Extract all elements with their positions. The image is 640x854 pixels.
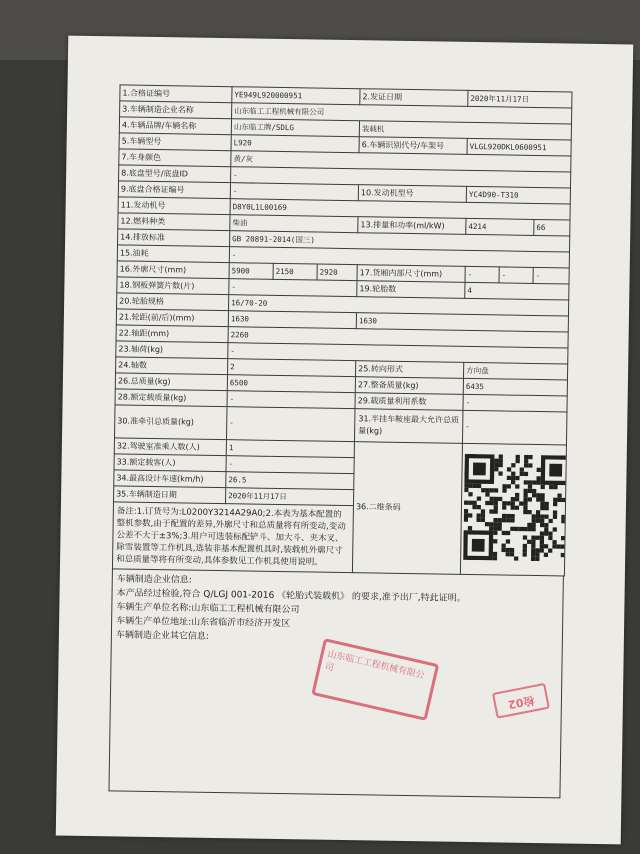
value: 黄/灰	[231, 151, 571, 172]
label: 8.底盘型号/底盘ID	[119, 165, 231, 183]
label: 12.燃料种类	[118, 213, 230, 231]
value: YC4D90-T310	[466, 186, 570, 204]
qr-code	[463, 453, 566, 561]
label: 11.发动机号	[118, 197, 230, 215]
label: 29.载质量利用系数	[355, 393, 463, 411]
label: 32.驾驶室准乘人数(人)	[114, 438, 226, 456]
value: -	[231, 167, 571, 188]
value: 1	[226, 440, 354, 458]
inspection-stamp: 检02	[492, 683, 550, 719]
value: -	[226, 456, 354, 474]
value: -	[463, 394, 567, 412]
value: 16/70-20	[229, 295, 569, 316]
label: 14.排放标准	[118, 229, 230, 247]
label: 31.半挂车鞍座最大允许总质量(kg)	[355, 409, 464, 444]
value: 26.5	[226, 472, 354, 490]
other-info: 车辆制造企业其它信息:	[115, 630, 210, 642]
label: 4.车辆品牌/车辆名称	[119, 117, 231, 135]
label: 17.货厢内部尺寸(mm)	[357, 265, 465, 283]
value: 柴油	[230, 215, 358, 233]
value: 2020年11月17日	[225, 488, 353, 506]
value: 2150	[273, 263, 317, 280]
value: YE949L920000951	[232, 87, 360, 105]
value: 6435	[463, 378, 567, 396]
value: 2	[228, 359, 356, 377]
value: 山东临工工程机械有限公司	[232, 103, 572, 124]
value: -	[462, 410, 567, 445]
value: 4214	[466, 218, 534, 235]
label: 1.合格证编号	[120, 85, 232, 103]
label: 10.发动机型号	[358, 185, 466, 203]
value: -	[226, 407, 355, 442]
label: 21.轮距(前/后)(mm)	[116, 309, 228, 327]
value: GB 20891-2014(国三)	[230, 231, 570, 252]
label: 35.车辆制造日期	[113, 486, 225, 504]
value: 66	[534, 219, 570, 236]
value: -	[499, 267, 533, 284]
label: 22.轴距(mm)	[116, 325, 228, 343]
label: 24.轴数	[116, 357, 228, 375]
value: 2260	[228, 327, 568, 348]
value: -	[533, 267, 569, 284]
value: VLGL920DKL0600951	[467, 138, 571, 156]
qr-code-cell	[460, 443, 566, 576]
label: 9.底盘合格证编号	[118, 181, 230, 199]
label: 3.车辆制造企业名称	[120, 101, 232, 119]
label: 2.发证日期	[360, 89, 468, 107]
label: 13.排量和功率(ml/kW)	[358, 217, 466, 235]
value: 装载机	[359, 121, 571, 140]
value: 1630	[228, 311, 356, 329]
value: 2920	[317, 264, 357, 281]
value: 2020年11月17日	[468, 90, 572, 108]
label: 20.轮胎规格	[117, 293, 229, 311]
value: 山东临工牌/SDLG	[231, 119, 359, 137]
value: 方向盘	[464, 362, 568, 380]
manufacturer-info-title: 车辆制造企业信息:	[116, 574, 192, 586]
company-seal: 山东临工工程机械有限公司	[311, 638, 439, 721]
value: -	[229, 247, 569, 268]
label: 28.额定载质量(kg)	[115, 389, 227, 407]
value: D8Y0L1L00169	[230, 199, 570, 220]
label: 16.外廓尺寸(mm)	[117, 261, 229, 279]
value: 4	[465, 282, 569, 300]
manufacturer-name: 车辆生产单位名称:山东临工工程机械有限公司	[116, 602, 300, 616]
label: 15.油耗	[117, 245, 229, 263]
certificate-paper	[56, 36, 633, 845]
label: 6.车辆识别代号/车架号	[359, 137, 467, 155]
inspection-statement: 本产品经过检验,符合 Q/LGJ 001-2016 《轮胎式装载机》 的要求,准予出厂,特此证明。	[116, 588, 466, 604]
remark: 备注:1.订货号为:L0200Y3214A29A0;2.本表为基本配置的整机参数,由于配置的差异,外廓尺寸和总质量将有所变动,变动公差不大于±3%;3.用户可选装标配铲斗、加大斗、夹木叉、除雪装置等工作机具,选装非基本配置机具时,装载机外廓尺寸和总质量等将有所变动,具体参数见工作机具使用说明。	[112, 502, 353, 573]
manufacturer-address: 车辆生产单位地址:山东省临沂市经济开发区	[116, 616, 291, 630]
label: 36.二维条码	[352, 442, 462, 575]
value: -	[465, 266, 499, 283]
label: 30.准牵引总质量(kg)	[115, 405, 228, 440]
value: 6500	[227, 375, 355, 393]
label: 33.额定载客(人)	[114, 454, 226, 472]
label: 5.车辆型号	[119, 133, 231, 151]
value: L920	[231, 135, 359, 153]
value: -	[230, 183, 358, 201]
label: 7.车身颜色	[119, 149, 231, 167]
label: 23.轴荷(kg)	[116, 341, 228, 359]
value: -	[228, 343, 568, 364]
label: 27.整备质量(kg)	[355, 377, 463, 395]
label: 25.转向形式	[356, 361, 464, 379]
value: -	[227, 391, 355, 409]
spec-table	[112, 84, 573, 576]
value: 5900	[229, 263, 273, 280]
label: 18.钢板弹簧片数(片)	[117, 277, 229, 295]
label: 19.轮胎数	[357, 281, 465, 299]
label: 26.总质量(kg)	[115, 373, 227, 391]
value: -	[229, 279, 357, 297]
value: 1630	[356, 313, 568, 332]
label: 34.最高设计车速(km/h)	[114, 470, 226, 488]
